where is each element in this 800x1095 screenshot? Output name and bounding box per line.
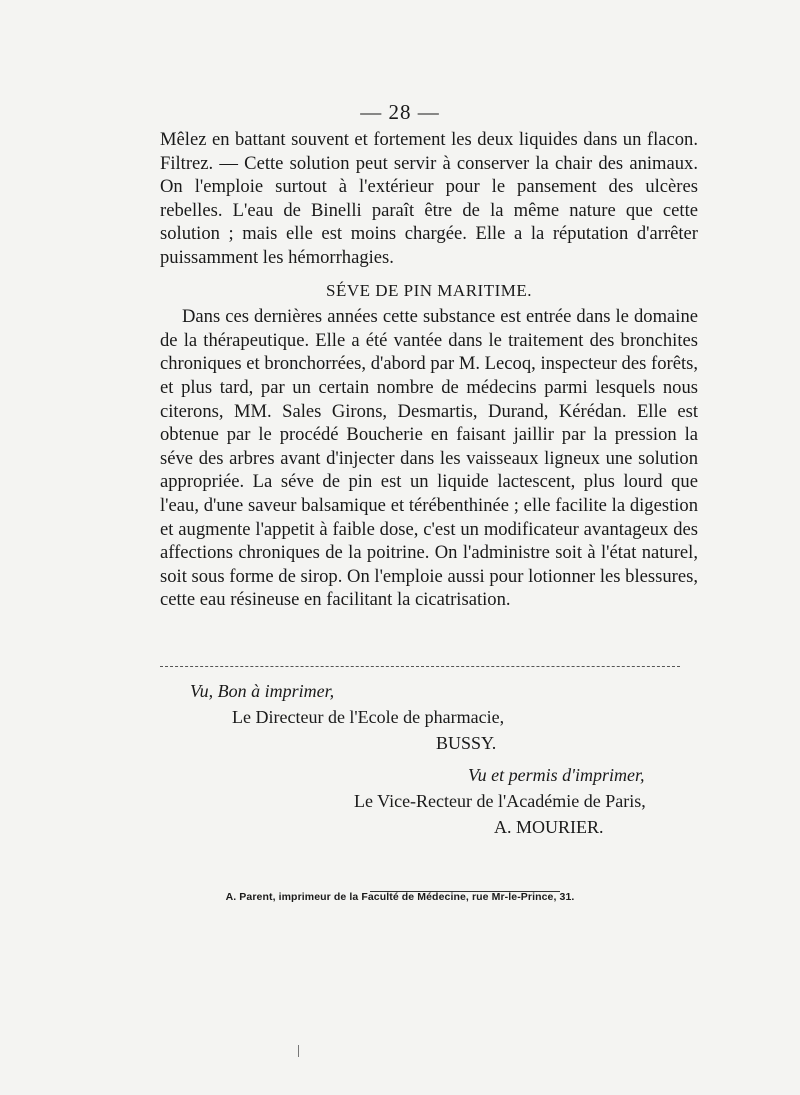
signature-mourier: A. MOURIER. bbox=[494, 817, 604, 837]
approval-block bbox=[160, 678, 700, 840]
page-number: — 28 — bbox=[360, 100, 440, 124]
vice-recteur-line: Le Vice-Recteur de l'Académie de Paris, bbox=[354, 791, 646, 811]
section-title: SÉVE DE PIN MARITIME. bbox=[326, 280, 532, 300]
signature-bussy: BUSSY. bbox=[436, 733, 497, 753]
body-text bbox=[160, 128, 698, 612]
separator-rule bbox=[160, 666, 680, 667]
paragraph-eau-binelli: Mêlez en battant souvent et fortement les deux liquides dans un flacon. Filtrez. — Cette solution peut servir à conserver la chair des animaux. On l'emploie surtout à l'extérieur pour le pansement des ulcères rebelles. L'eau de Binelli paraît être de la même nature que cette solution ; mais elle est moins chargée. Elle a la réputation d'arrêter puissamment les hémorrhagies. bbox=[160, 129, 698, 268]
printer-imprint: A. Parent, imprimeur de la Faculté de Médecine, rue Mr-le-Prince, 31. bbox=[225, 891, 575, 903]
vu-et-permis: Vu et permis d'imprimer, bbox=[468, 765, 645, 785]
vu-bon-a-imprimer: Vu, Bon à imprimer, bbox=[190, 681, 335, 701]
paper-mark bbox=[298, 1045, 299, 1057]
paragraph-seve-de-pin: Dans ces dernières années cette substance est entrée dans le domaine de la thérapeutique. Elle a été vantée dans le traitement des bronchites chroniques et bronchorrées, d'abord par M. Lecoq, inspecteur des forêts, et plus tard, par un certain nombre de médecins parmi lesquels nous citerons, MM. Sales Girons, Desmartis, Durand, Kérédan. Elle est obtenue par le procédé Boucherie en faisant jaillir par la pression la séve des arbres avant d'injecter dans les vaisseaux ligneux une solution appropriée. La séve de pin est un liquide lactescent, plus lourd que l'eau, d'une saveur balsamique et térébenthinée ; elle facilite la digestion et augmente l'appetit à faible dose, c'est un modificateur avantageux des affections chroniques de la poitrine. On l'administre soit à l'état naturel, soit sous forme de sirop. On l'emploie aussi pour lotionner les blessures, cette eau résineuse en facilitant la cicatrisation. bbox=[160, 306, 698, 611]
directeur-line: Le Directeur de l'Ecole de pharmacie, bbox=[232, 707, 505, 727]
